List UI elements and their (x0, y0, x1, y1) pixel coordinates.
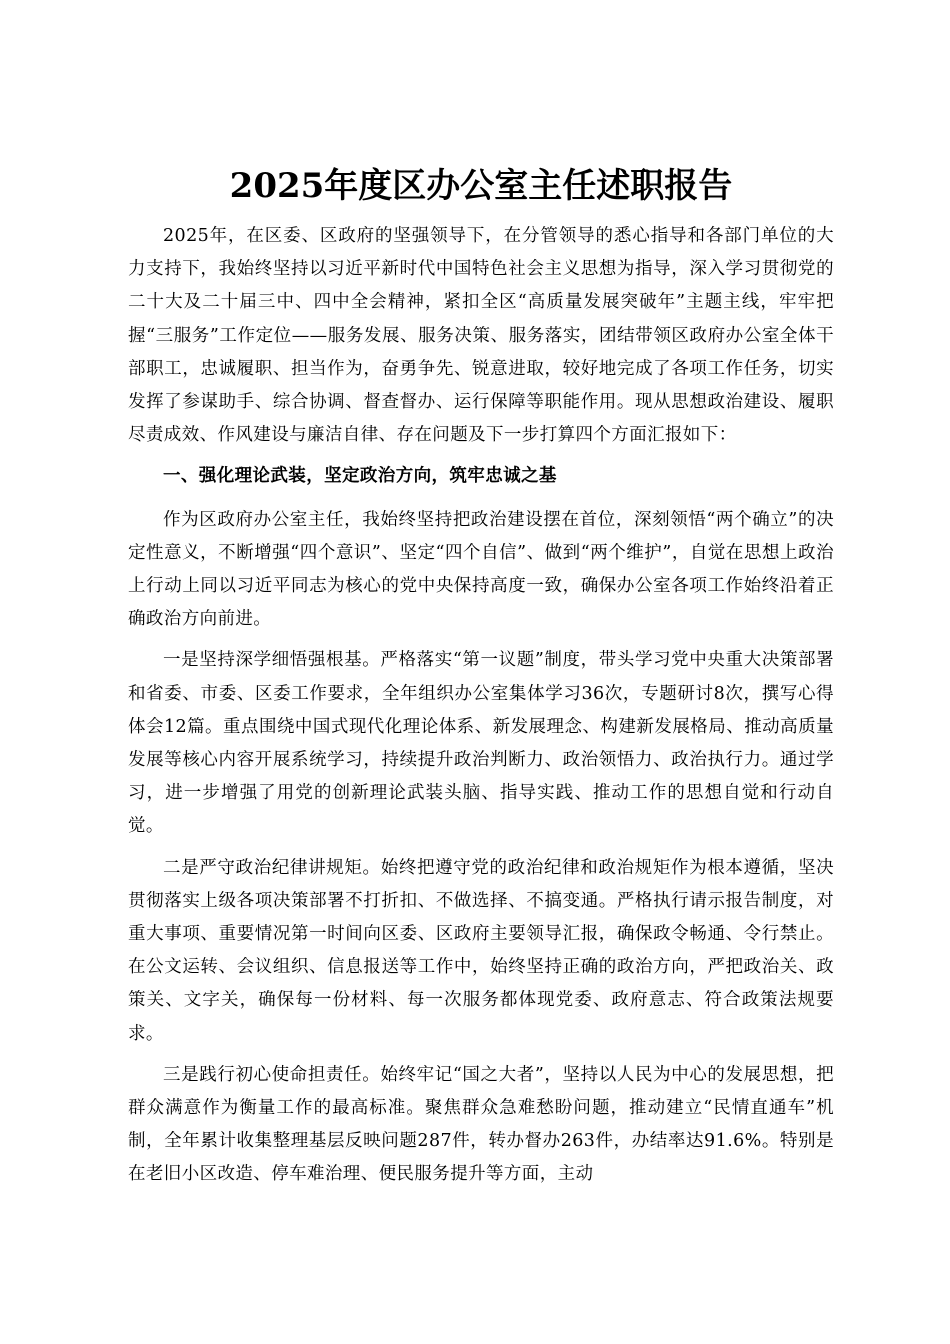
body-paragraph: 作为区政府办公室主任，我始终坚持把政治建设摆在首位，深刻领悟“两个确立”的决定性意义，不断增强“四个意识”、坚定“四个自信”、做到“两个维护”，自觉在思想上政治上行动上同以习近平同志为核心的党中央保持高度一致，确保办公室各项工作始终沿着正确政治方向前进。 (128, 509, 834, 630)
body-paragraph: 一是坚持深学细悟强根基。严格落实“第一议题”制度，带头学习党中央重大决策部署和省委、市委、区委工作要求，全年组织办公室集体学习36次，专题研讨8次，撰写心得体会12篇。重点围绕中国式现代化理论体系、新发展理念、构建新发展格局、推动高质量发展等核心内容开展系统学习，持续提升政治判断力、政治领悟力、政治执行力。通过学习，进一步增强了用党的创新理论武装头脑、指导实践、推动工作的思想自觉和行动自觉。 (128, 650, 834, 837)
document-title: 2025年度区办公室主任述职报告 (229, 166, 733, 206)
body-paragraph: 二是严守政治纪律讲规矩。始终把遵守党的政治纪律和政治规矩作为根本遵循，坚决贯彻落实上级各项决策部署不打折扣、不做选择、不搞变通。严格执行请示报告制度，对重大事项、重要情况第一时间向区委、区政府主要领导汇报，确保政令畅通、令行禁止。在公文运转、会议组织、信息报送等工作中，始终坚持正确的政治方向，严把政治关、政策关、文字关，确保每一份材料、每一次服务都体现党委、政府意志、符合政策法规要求。 (128, 857, 834, 1044)
section-heading: 一、强化理论武装，坚定政治方向，筑牢忠诚之基 (163, 466, 557, 487)
body-paragraph: 三是践行初心使命担责任。始终牢记“国之大者”，坚持以人民为中心的发展思想，把群众满意作为衡量工作的最高标准。聚焦群众急难愁盼问题，推动建立“民情直通车”机制，全年累计收集整理基层反映问题287件，转办督办263件，办结率达91.6%。特别是在老旧小区改造、停车难治理、便民服务提升等方面，主动 (128, 1064, 834, 1185)
intro-paragraph: 2025年，在区委、区政府的坚强领导下，在分管领导的悉心指导和各部门单位的大力支持下，我始终坚持以习近平新时代中国特色社会主义思想为指导，深入学习贯彻党的二十大及二十届三中、四中全会精神，紧扣全区“高质量发展突破年”主题主线，牢牢把握“三服务”工作定位——服务发展、服务决策、服务落实，团结带领区政府办公室全体干部职工，忠诚履职、担当作为，奋勇争先、锐意进取，较好地完成了各项工作任务，切实发挥了参谋助手、综合协调、督查督办、运行保障等职能作用。现从思想政治建设、履职尽责成效、作风建设与廉洁自律、存在问题及下一步打算四个方面汇报如下： (128, 226, 834, 446)
document-page (128, 162, 834, 1200)
